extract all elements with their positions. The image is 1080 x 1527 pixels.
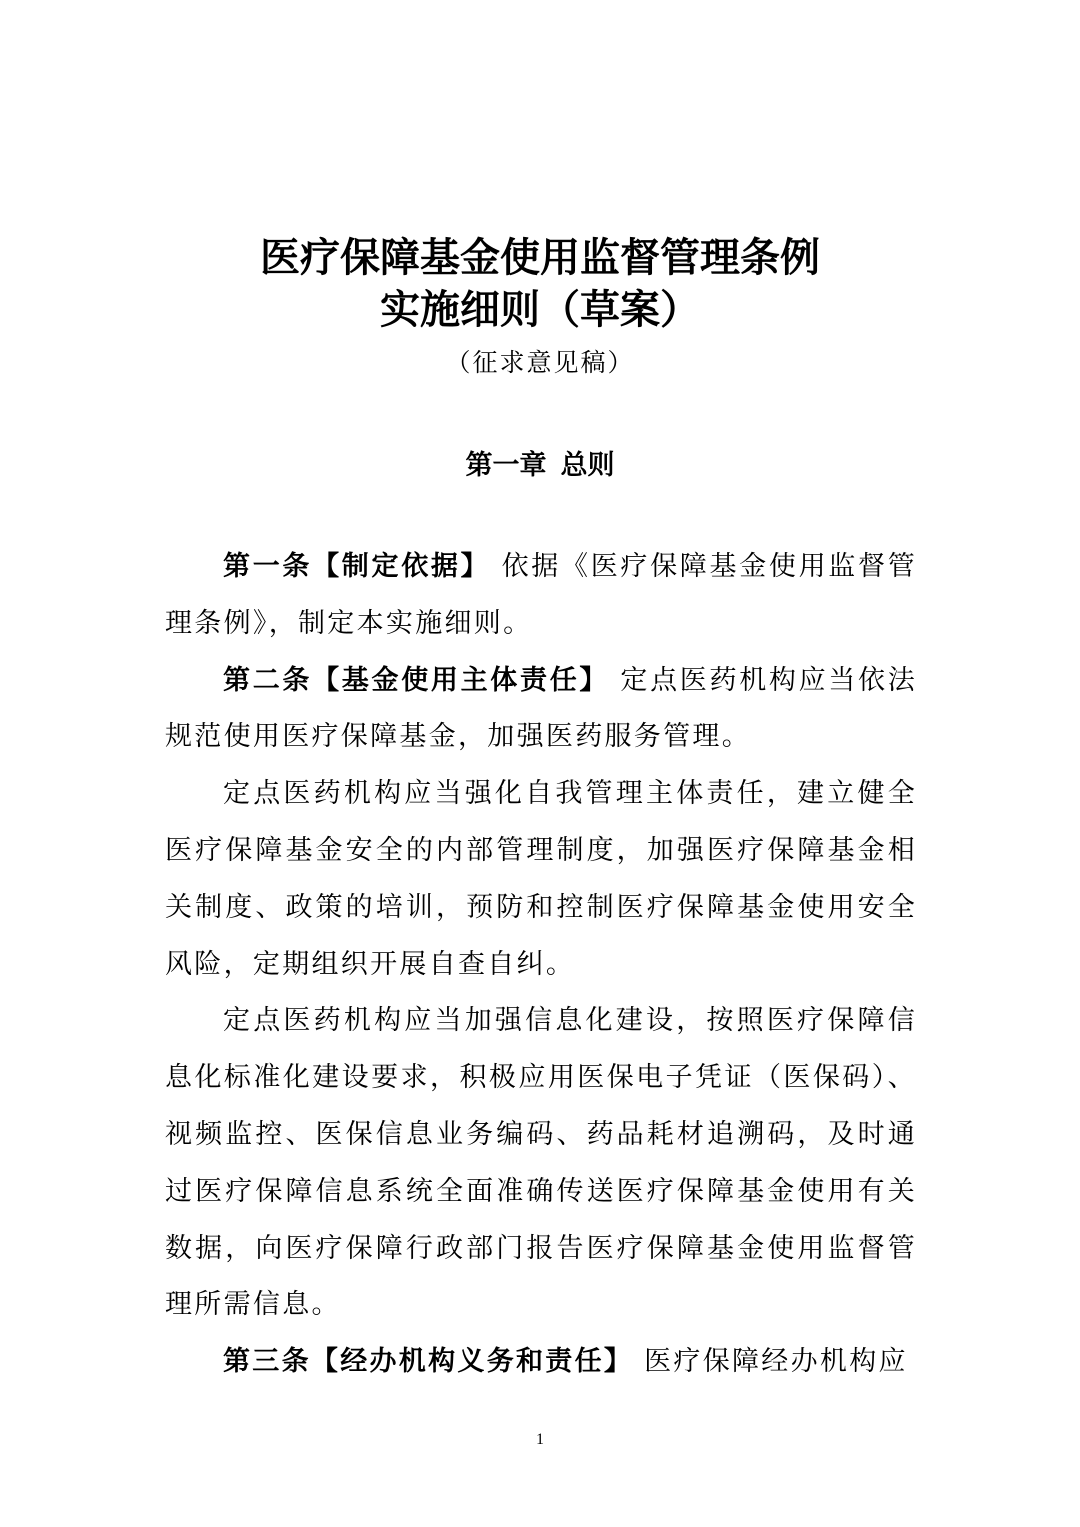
article-heading: 第二条【基金使用主体责任】 [223,664,610,696]
article-text: 定点医药机构应当强化自我管理主体责任，建立健全医疗保障基金安全的内部管理制度，加强医疗保障基金相关制度、政策的培训，预防和控制医疗保障基金使用安全风险，定期组织开展自查自纠。 [165,778,917,980]
document-body [165,539,917,1391]
article-text: 依据《医疗保障基金使用监督管理条例》，制定本实施细则。 [165,551,918,639]
article-paragraph [165,993,917,1334]
chapter-heading [0,446,1080,486]
article-paragraph [165,539,917,653]
article-paragraph [165,1334,917,1391]
article-text: 定点医药机构应当依法规范使用医疗保障基金，加强医药服务管理。 [165,664,918,753]
page-number: 1 [536,1431,544,1448]
article-text: 定点医药机构应当加强信息化建设，按照医疗保障信息化标准化建设要求，积极应用医保电子凭证（医保码）、视频监控、医保信息业务编码、药品耗材追溯码，及时通过医疗保障信息系统全面准确传送医疗保障基金使用有关数据，向医疗保障行政部门报告医疗保障基金使用监督管理所需信息。 [165,1005,917,1321]
document-title-line-1: 医疗保障基金使用监督管理条例 [260,234,820,281]
document-subtitle: （征求意见稿） [445,348,635,377]
article-paragraph [165,653,917,767]
article-heading: 第三条【经办机构义务和责任】 [223,1346,634,1378]
article-paragraph [165,766,917,993]
chapter-name: 总则 [560,450,615,481]
document-title-line-2: 实施细则（草案） [380,286,700,333]
article-heading: 第一条【制定依据】 [223,551,491,582]
article-text: 医疗保障经办机构应 [644,1346,908,1378]
chapter-number: 第一章 [465,450,547,481]
